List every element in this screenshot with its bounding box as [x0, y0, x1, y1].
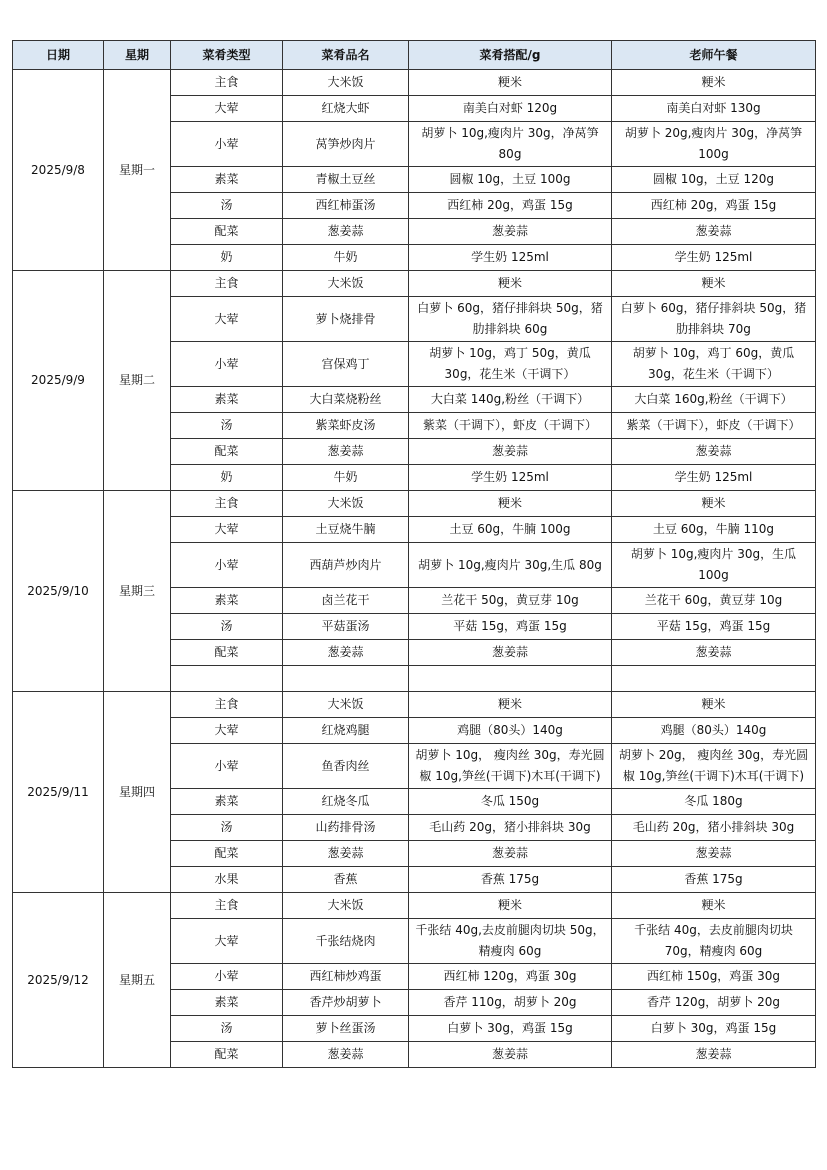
ingredients-cell: 葱姜蒜: [409, 841, 612, 867]
header-row: [13, 41, 816, 70]
dish-type-cell: 汤: [171, 413, 283, 439]
dish-name-cell: 大白菜烧粉丝: [283, 387, 409, 413]
header-date: 日期: [13, 41, 104, 70]
teacher-lunch-cell: 胡萝卜 10g,瘦肉片 30g，生瓜 100g: [612, 543, 816, 588]
ingredients-cell: 葱姜蒜: [409, 640, 612, 666]
weekday-cell: 星期四: [104, 692, 171, 893]
ingredients-cell: 香芹 110g，胡萝卜 20g: [409, 990, 612, 1016]
dish-type-cell: 汤: [171, 815, 283, 841]
dish-name-cell: 红烧大虾: [283, 96, 409, 122]
teacher-lunch-cell: 学生奶 125ml: [612, 465, 816, 491]
dish-name-cell: 牛奶: [283, 465, 409, 491]
ingredients-cell: 胡萝卜 10g，鸡丁 50g，黄瓜 30g，花生米（干调下）: [409, 342, 612, 387]
table-row: [13, 893, 816, 919]
dish-name-cell: 西红柿炒鸡蛋: [283, 964, 409, 990]
date-cell: 2025/9/8: [13, 70, 104, 271]
ingredients-cell: 兰花干 50g，黄豆芽 10g: [409, 588, 612, 614]
dish-name-cell: 大米饭: [283, 271, 409, 297]
dish-type-cell: 配菜: [171, 841, 283, 867]
dish-name-cell: 红烧鸡腿: [283, 718, 409, 744]
dish-name-cell: 葱姜蒜: [283, 841, 409, 867]
teacher-lunch-cell: 葱姜蒜: [612, 439, 816, 465]
dish-type-cell: 小荤: [171, 342, 283, 387]
dish-name-cell: 宫保鸡丁: [283, 342, 409, 387]
ingredients-cell: 学生奶 125ml: [409, 245, 612, 271]
teacher-lunch-cell: 学生奶 125ml: [612, 245, 816, 271]
ingredients-cell: 圆椒 10g，土豆 100g: [409, 167, 612, 193]
dish-name-cell: 紫菜虾皮汤: [283, 413, 409, 439]
dish-type-cell: 大荤: [171, 96, 283, 122]
header-weekday: 星期: [104, 41, 171, 70]
teacher-lunch-cell: 白萝卜 30g，鸡蛋 15g: [612, 1016, 816, 1042]
dish-name-cell: 土豆烧牛腩: [283, 517, 409, 543]
dish-name-cell: [283, 666, 409, 692]
teacher-lunch-cell: [612, 666, 816, 692]
ingredients-cell: 土豆 60g，牛腩 100g: [409, 517, 612, 543]
ingredients-cell: 胡萝卜 10g,瘦肉片 30g，净莴笋 80g: [409, 122, 612, 167]
weekday-cell: 星期三: [104, 491, 171, 692]
teacher-lunch-cell: 粳米: [612, 70, 816, 96]
teacher-lunch-cell: 兰花干 60g，黄豆芽 10g: [612, 588, 816, 614]
teacher-lunch-cell: 南美白对虾 130g: [612, 96, 816, 122]
teacher-lunch-cell: 西红柿 150g，鸡蛋 30g: [612, 964, 816, 990]
ingredients-cell: 白萝卜 30g，鸡蛋 15g: [409, 1016, 612, 1042]
dish-type-cell: 汤: [171, 1016, 283, 1042]
dish-type-cell: 小荤: [171, 744, 283, 789]
ingredients-cell: 大白菜 140g,粉丝（干调下）: [409, 387, 612, 413]
teacher-lunch-cell: 千张结 40g，去皮前腿肉切块 70g，精瘦肉 60g: [612, 919, 816, 964]
ingredients-cell: 葱姜蒜: [409, 1042, 612, 1068]
dish-type-cell: 大荤: [171, 718, 283, 744]
teacher-lunch-cell: 胡萝卜 20g,瘦肉片 30g，净莴笋 100g: [612, 122, 816, 167]
dish-type-cell: 配菜: [171, 640, 283, 666]
ingredients-cell: 胡萝卜 10g,瘦肉片 30g,生瓜 80g: [409, 543, 612, 588]
dish-name-cell: 萝卜丝蛋汤: [283, 1016, 409, 1042]
dish-name-cell: 西葫芦炒肉片: [283, 543, 409, 588]
dish-type-cell: 主食: [171, 893, 283, 919]
dish-type-cell: 主食: [171, 271, 283, 297]
ingredients-cell: 粳米: [409, 692, 612, 718]
dish-type-cell: 大荤: [171, 919, 283, 964]
teacher-lunch-cell: 粳米: [612, 893, 816, 919]
ingredients-cell: 粳米: [409, 70, 612, 96]
dish-type-cell: 汤: [171, 614, 283, 640]
teacher-lunch-cell: 西红柿 20g，鸡蛋 15g: [612, 193, 816, 219]
teacher-lunch-cell: 粳米: [612, 692, 816, 718]
teacher-lunch-cell: 葱姜蒜: [612, 841, 816, 867]
dish-type-cell: 素菜: [171, 990, 283, 1016]
dish-name-cell: 青椒土豆丝: [283, 167, 409, 193]
ingredients-cell: 南美白对虾 120g: [409, 96, 612, 122]
dish-name-cell: 西红柿蛋汤: [283, 193, 409, 219]
teacher-lunch-cell: 毛山药 20g，猪小排斜块 30g: [612, 815, 816, 841]
teacher-lunch-cell: 香蕉 175g: [612, 867, 816, 893]
dish-type-cell: 主食: [171, 692, 283, 718]
dish-type-cell: 配菜: [171, 219, 283, 245]
dish-type-cell: 奶: [171, 245, 283, 271]
dish-name-cell: 葱姜蒜: [283, 439, 409, 465]
dish-type-cell: 素菜: [171, 789, 283, 815]
menu-table: [12, 40, 816, 1068]
ingredients-cell: 紫菜（干调下），虾皮（干调下）: [409, 413, 612, 439]
dish-name-cell: 葱姜蒜: [283, 640, 409, 666]
date-cell: 2025/9/11: [13, 692, 104, 893]
teacher-lunch-cell: 冬瓜 180g: [612, 789, 816, 815]
date-cell: 2025/9/12: [13, 893, 104, 1068]
dish-name-cell: 卤兰花干: [283, 588, 409, 614]
dish-name-cell: 平菇蛋汤: [283, 614, 409, 640]
dish-type-cell: 主食: [171, 70, 283, 96]
dish-name-cell: 大米饭: [283, 893, 409, 919]
dish-name-cell: 鱼香肉丝: [283, 744, 409, 789]
dish-type-cell: 素菜: [171, 588, 283, 614]
dish-type-cell: [171, 666, 283, 692]
table-row: [13, 692, 816, 718]
ingredients-cell: 千张结 40g,去皮前腿肉切块 50g，精瘦肉 60g: [409, 919, 612, 964]
ingredients-cell: 学生奶 125ml: [409, 465, 612, 491]
teacher-lunch-cell: 葱姜蒜: [612, 1042, 816, 1068]
weekday-cell: 星期一: [104, 70, 171, 271]
dish-type-cell: 水果: [171, 867, 283, 893]
dish-type-cell: 汤: [171, 193, 283, 219]
dish-name-cell: 葱姜蒜: [283, 219, 409, 245]
dish-type-cell: 配菜: [171, 1042, 283, 1068]
teacher-lunch-cell: 鸡腿（80头）140g: [612, 718, 816, 744]
ingredients-cell: 冬瓜 150g: [409, 789, 612, 815]
teacher-lunch-cell: 香芹 120g，胡萝卜 20g: [612, 990, 816, 1016]
dish-name-cell: 大米饭: [283, 491, 409, 517]
ingredients-cell: 粳米: [409, 893, 612, 919]
dish-type-cell: 小荤: [171, 964, 283, 990]
header-teacher-lunch: 老师午餐: [612, 41, 816, 70]
dish-name-cell: 葱姜蒜: [283, 1042, 409, 1068]
menu-body: [13, 70, 816, 1068]
dish-name-cell: 香蕉: [283, 867, 409, 893]
dish-name-cell: 红烧冬瓜: [283, 789, 409, 815]
ingredients-cell: 葱姜蒜: [409, 439, 612, 465]
dish-name-cell: 莴笋炒肉片: [283, 122, 409, 167]
ingredients-cell: 鸡腿（80头）140g: [409, 718, 612, 744]
teacher-lunch-cell: 大白菜 160g,粉丝（干调下）: [612, 387, 816, 413]
header-ingredients: 菜肴搭配/g: [409, 41, 612, 70]
teacher-lunch-cell: 土豆 60g，牛腩 110g: [612, 517, 816, 543]
dish-name-cell: 大米饭: [283, 692, 409, 718]
dish-name-cell: 山药排骨汤: [283, 815, 409, 841]
date-cell: 2025/9/9: [13, 271, 104, 491]
ingredients-cell: 葱姜蒜: [409, 219, 612, 245]
ingredients-cell: 粳米: [409, 271, 612, 297]
dish-type-cell: 小荤: [171, 122, 283, 167]
ingredients-cell: 粳米: [409, 491, 612, 517]
date-cell: 2025/9/10: [13, 491, 104, 692]
teacher-lunch-cell: 葱姜蒜: [612, 219, 816, 245]
dish-type-cell: 素菜: [171, 387, 283, 413]
ingredients-cell: 香蕉 175g: [409, 867, 612, 893]
dish-name-cell: 牛奶: [283, 245, 409, 271]
ingredients-cell: 西红柿 120g，鸡蛋 30g: [409, 964, 612, 990]
teacher-lunch-cell: 葱姜蒜: [612, 640, 816, 666]
dish-name-cell: 萝卜烧排骨: [283, 297, 409, 342]
teacher-lunch-cell: 粳米: [612, 491, 816, 517]
dish-type-cell: 配菜: [171, 439, 283, 465]
header-dish-type: 菜肴类型: [171, 41, 283, 70]
teacher-lunch-cell: 粳米: [612, 271, 816, 297]
dish-type-cell: 小荤: [171, 543, 283, 588]
ingredients-cell: 胡萝卜 10g， 瘦肉丝 30g，寿光圆椒 10g,笋丝(干调下)木耳(干调下): [409, 744, 612, 789]
ingredients-cell: [409, 666, 612, 692]
ingredients-cell: 毛山药 20g，猪小排斜块 30g: [409, 815, 612, 841]
teacher-lunch-cell: 白萝卜 60g，猪仔排斜块 50g，猪肋排斜块 70g: [612, 297, 816, 342]
dish-name-cell: 大米饭: [283, 70, 409, 96]
dish-type-cell: 大荤: [171, 297, 283, 342]
header-dish-name: 菜肴品名: [283, 41, 409, 70]
teacher-lunch-cell: 紫菜（干调下），虾皮（干调下）: [612, 413, 816, 439]
table-row: [13, 491, 816, 517]
teacher-lunch-cell: 圆椒 10g，土豆 120g: [612, 167, 816, 193]
weekday-cell: 星期五: [104, 893, 171, 1068]
table-row: [13, 271, 816, 297]
dish-type-cell: 素菜: [171, 167, 283, 193]
dish-name-cell: 香芹炒胡萝卜: [283, 990, 409, 1016]
table-row: [13, 70, 816, 96]
ingredients-cell: 平菇 15g，鸡蛋 15g: [409, 614, 612, 640]
dish-type-cell: 主食: [171, 491, 283, 517]
dish-name-cell: 千张结烧肉: [283, 919, 409, 964]
weekday-cell: 星期二: [104, 271, 171, 491]
teacher-lunch-cell: 平菇 15g，鸡蛋 15g: [612, 614, 816, 640]
ingredients-cell: 白萝卜 60g，猪仔排斜块 50g，猪肋排斜块 60g: [409, 297, 612, 342]
dish-type-cell: 奶: [171, 465, 283, 491]
ingredients-cell: 西红柿 20g，鸡蛋 15g: [409, 193, 612, 219]
teacher-lunch-cell: 胡萝卜 20g， 瘦肉丝 30g，寿光圆椒 10g,笋丝(干调下)木耳(干调下): [612, 744, 816, 789]
teacher-lunch-cell: 胡萝卜 10g，鸡丁 60g，黄瓜 30g，花生米（干调下）: [612, 342, 816, 387]
dish-type-cell: 大荤: [171, 517, 283, 543]
